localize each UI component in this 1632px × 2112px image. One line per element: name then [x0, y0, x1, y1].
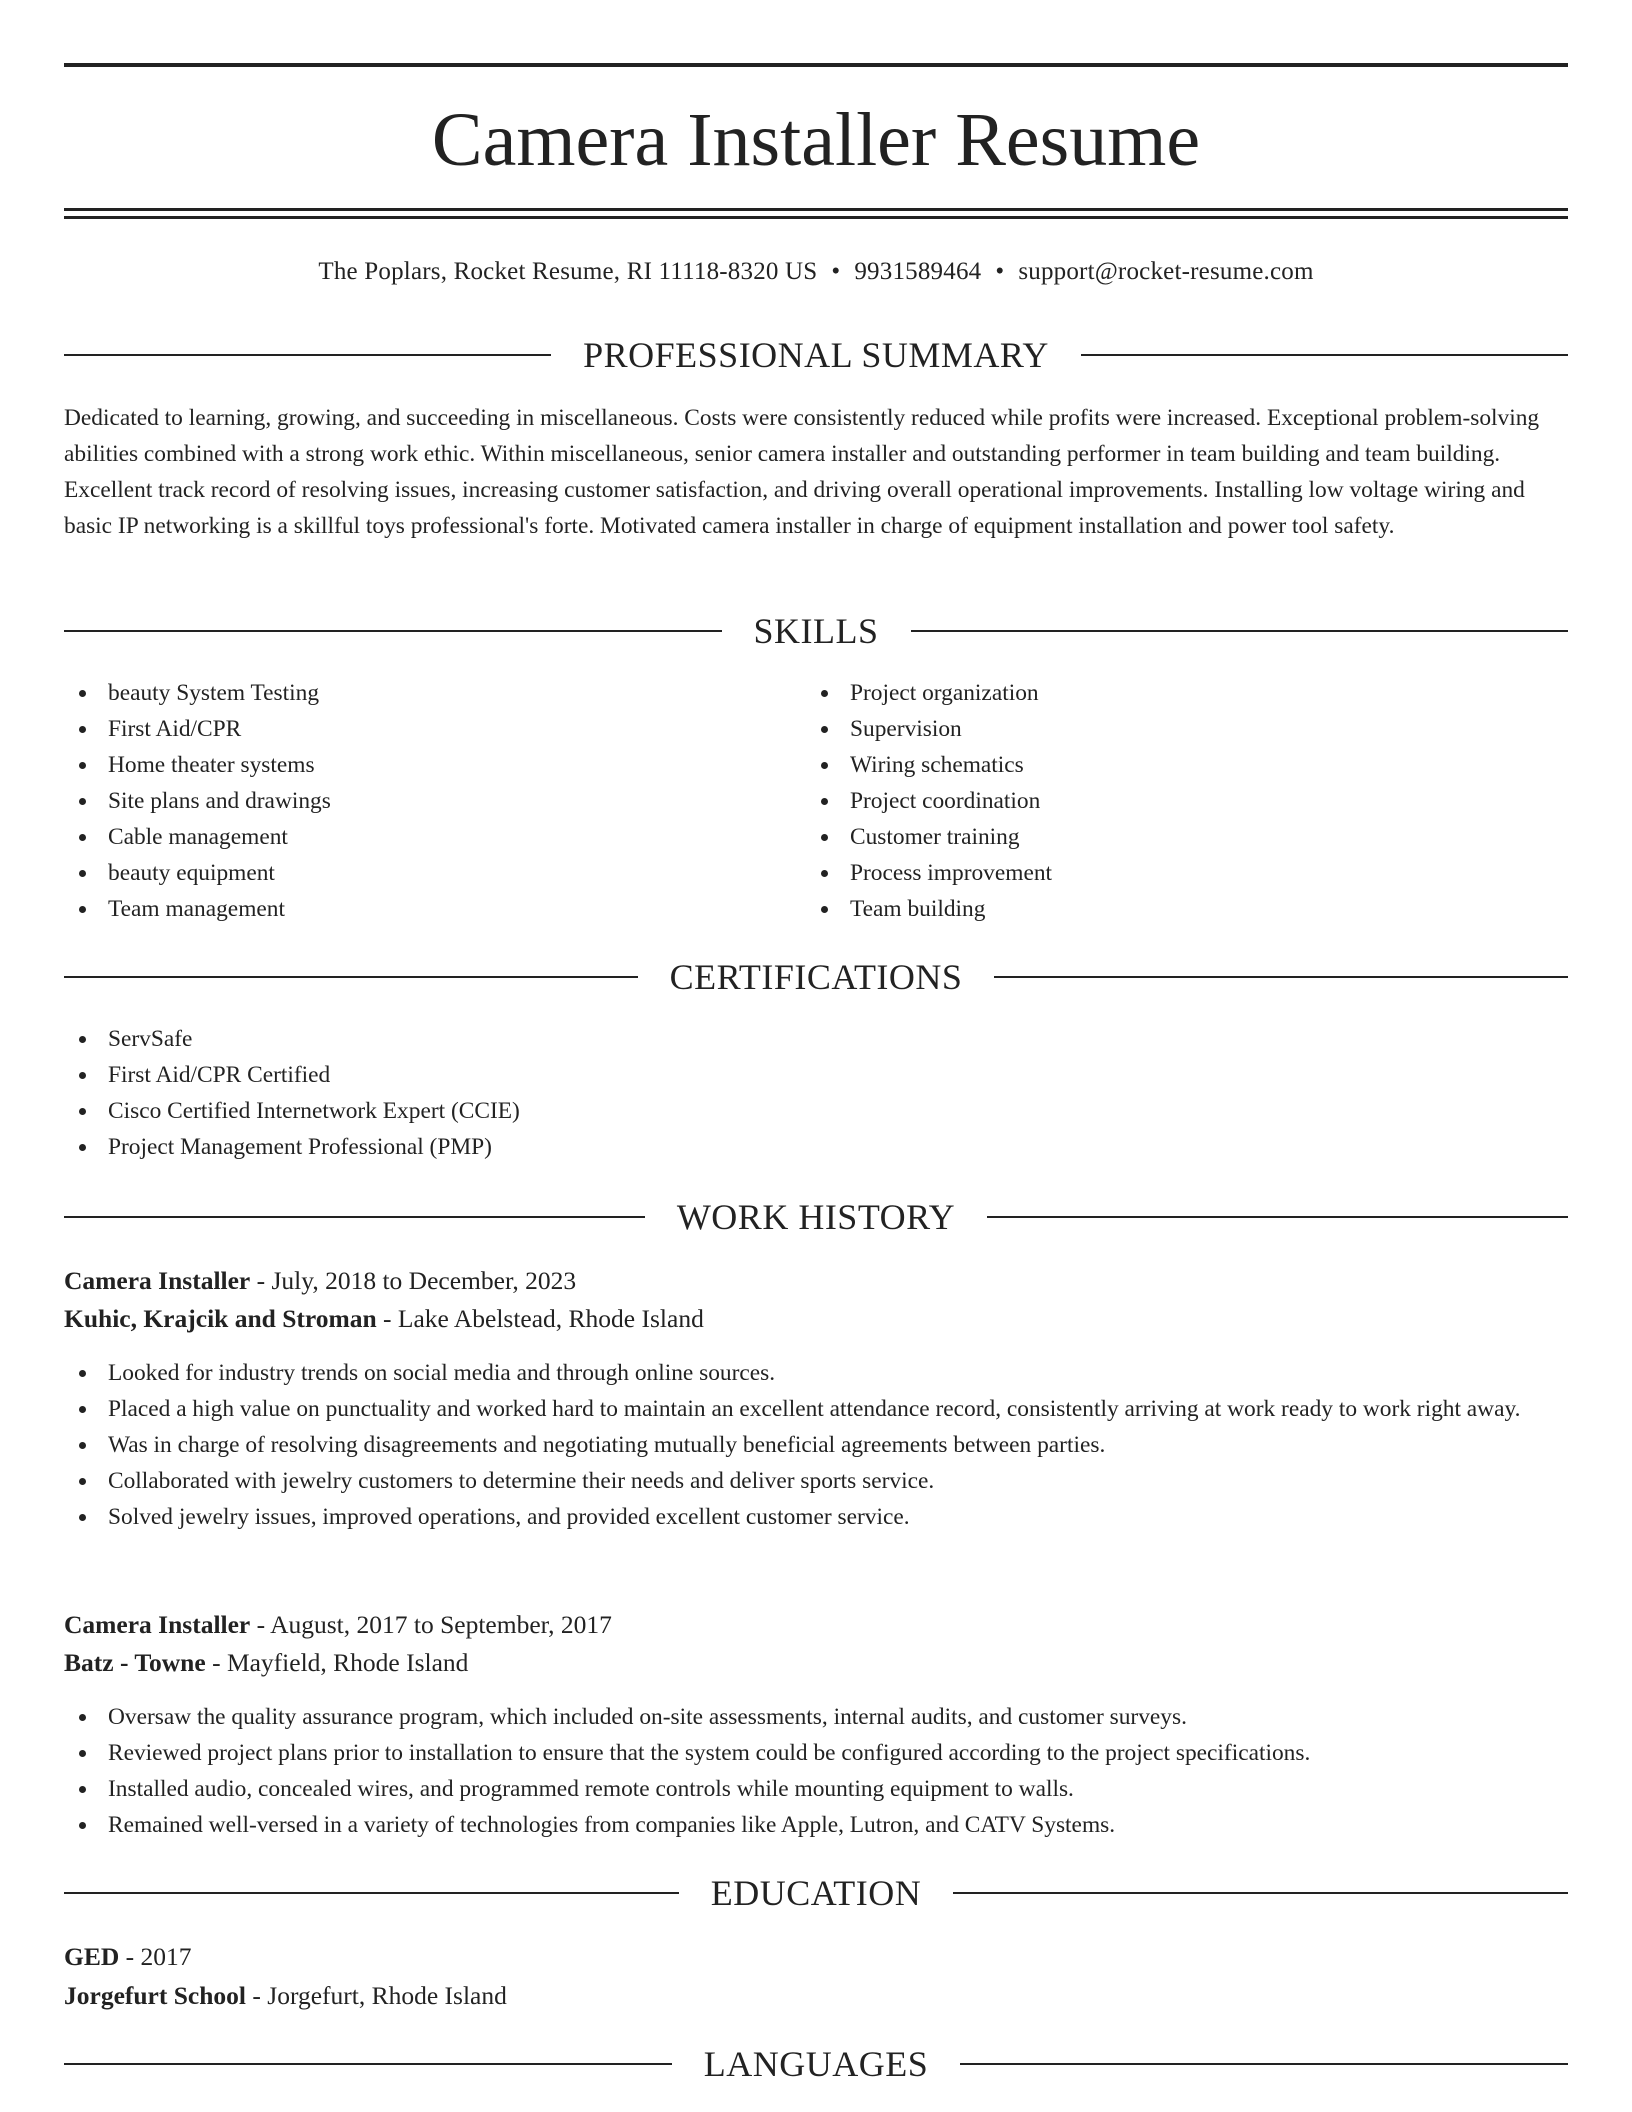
certification-item: Cisco Certified Internetwork Expert (CCIE): [64, 1093, 1568, 1129]
education-year: 2017: [140, 1942, 192, 1971]
job-bullet: Installed audio, concealed wires, and programmed remote controls while mounting equipment to walls.: [64, 1771, 1568, 1807]
skills-list-right: [806, 675, 1506, 927]
education-location: Jorgefurt, Rhode Island: [267, 1981, 507, 2010]
resume-title: Camera Installer Resume: [431, 98, 1201, 182]
education-degree-line: [64, 1938, 1568, 1976]
skill-item: Site plans and drawings: [64, 783, 764, 819]
contact-line: [64, 256, 1568, 288]
job-dates: July, 2018 to December, 2023: [271, 1266, 577, 1295]
heading-rule: [64, 354, 551, 356]
heading-rule: [911, 630, 1569, 632]
section-title: CERTIFICATIONS: [669, 957, 963, 997]
job-location: Mayfield, Rhode Island: [226, 1648, 469, 1677]
job-title-line: [64, 1606, 1568, 1644]
contact-address: The Poplars, Rocket Resume, RI 11118-8320 US: [318, 258, 818, 285]
contact-separator: •: [831, 258, 841, 285]
contact-phone: 9931589464: [854, 258, 982, 285]
dash: -: [256, 1610, 266, 1639]
job-bullet: Placed a high value on punctuality and worked hard to maintain an excellent attendance record, consistently arriving at work ready to work right away.: [64, 1391, 1568, 1427]
certification-item: First Aid/CPR Certified: [64, 1057, 1568, 1093]
job-company: Batz - Towne: [64, 1648, 206, 1677]
section-heading-summary: [64, 333, 1568, 377]
job-bullet: Solved jewelry issues, improved operations, and provided excellent customer service.: [64, 1499, 1568, 1535]
title-top-rule: [64, 63, 1568, 67]
job-bullets: [64, 1355, 1568, 1535]
certifications-list: [64, 1021, 1568, 1165]
skill-item: Process improvement: [806, 855, 1506, 891]
title-bottom-rule-2: [64, 216, 1568, 219]
job-bullet: Remained well-versed in a variety of technologies from companies like Apple, Lutron, and CATV Systems.: [64, 1807, 1568, 1843]
section-title: SKILLS: [753, 611, 879, 651]
heading-rule: [960, 2063, 1568, 2065]
heading-rule: [64, 1892, 679, 1894]
heading-rule: [64, 1216, 645, 1218]
skill-item: First Aid/CPR: [64, 711, 764, 747]
summary-text: Dedicated to learning, growing, and succeeding in miscellaneous. Costs were consistently reduced while profits were increased. Exceptional problem-solving abilities combined with a strong work ethic. Within miscellaneous, senior camera installer and outstanding performer in team building and team building. Excellent track record of resolving issues, increasing customer satisfaction, and driving overall operational improvements. Installing low voltage wiring and basic IP networking is a skillful toys professional's forte. Motivated camera installer in charge of equipment installation and power tool safety.: [64, 405, 1540, 539]
heading-rule: [1081, 354, 1568, 356]
job-title-line: [64, 1262, 1568, 1300]
job-bullet: Was in charge of resolving disagreements and negotiating mutually beneficial agreements between parties.: [64, 1427, 1568, 1463]
section-title: LANGUAGES: [703, 2044, 929, 2084]
skill-item: Project coordination: [806, 783, 1506, 819]
heading-rule: [953, 1892, 1568, 1894]
skill-item: Customer training: [806, 819, 1506, 855]
section-heading-skills: [64, 609, 1568, 653]
job-dates: August, 2017 to September, 2017: [270, 1610, 612, 1639]
section-heading-education: [64, 1871, 1568, 1915]
job-bullet: Collaborated with jewelry customers to determine their needs and deliver sports service.: [64, 1463, 1568, 1499]
skill-item: Project organization: [806, 675, 1506, 711]
skill-item: beauty System Testing: [64, 675, 764, 711]
section-title: PROFESSIONAL SUMMARY: [583, 335, 1049, 375]
dash: -: [383, 1304, 392, 1333]
job-company: Kuhic, Krajcik and Stroman: [64, 1304, 377, 1333]
job-bullets: [64, 1699, 1568, 1843]
skill-item: Wiring schematics: [806, 747, 1506, 783]
title-bottom-rule: [64, 208, 1568, 211]
section-title: WORK HISTORY: [676, 1197, 956, 1237]
skill-item: Cable management: [64, 819, 764, 855]
dash: -: [256, 1266, 266, 1295]
education-school: Jorgefurt School: [64, 1981, 247, 2010]
job-bullet: Oversaw the quality assurance program, which included on-site assessments, internal audits, and customer surveys.: [64, 1699, 1568, 1735]
heading-rule: [64, 976, 638, 978]
heading-rule: [64, 630, 722, 632]
section-heading-work: [64, 1195, 1568, 1239]
skill-item: Supervision: [806, 711, 1506, 747]
certification-item: ServSafe: [64, 1021, 1568, 1057]
dash: -: [212, 1648, 221, 1677]
education-degree: GED: [64, 1942, 120, 1971]
skill-item: Home theater systems: [64, 747, 764, 783]
section-title: EDUCATION: [710, 1873, 922, 1913]
section-heading-languages: [64, 2042, 1568, 2086]
skill-item: Team management: [64, 891, 764, 927]
heading-rule: [994, 976, 1568, 978]
job-company-line: [64, 1644, 1568, 1682]
job-bullet: Looked for industry trends on social media and through online sources.: [64, 1355, 1568, 1391]
job-location: Lake Abelstead, Rhode Island: [397, 1304, 704, 1333]
heading-rule: [987, 1216, 1568, 1218]
heading-rule: [64, 2063, 672, 2065]
education-school-line: [64, 1977, 1568, 2015]
job-title: Camera Installer: [64, 1610, 251, 1639]
dash: -: [125, 1942, 135, 1971]
skill-item: beauty equipment: [64, 855, 764, 891]
dash: -: [252, 1981, 261, 2010]
job-company-line: [64, 1300, 1568, 1338]
job-title: Camera Installer: [64, 1266, 251, 1295]
contact-separator: •: [995, 258, 1005, 285]
contact-email: support@rocket-resume.com: [1018, 258, 1314, 285]
skill-item: Team building: [806, 891, 1506, 927]
skills-list-left: [64, 675, 764, 927]
section-heading-certifications: [64, 955, 1568, 999]
job-bullet: Reviewed project plans prior to installation to ensure that the system could be configured according to the project specifications.: [64, 1735, 1568, 1771]
certification-item: Project Management Professional (PMP): [64, 1129, 1568, 1165]
